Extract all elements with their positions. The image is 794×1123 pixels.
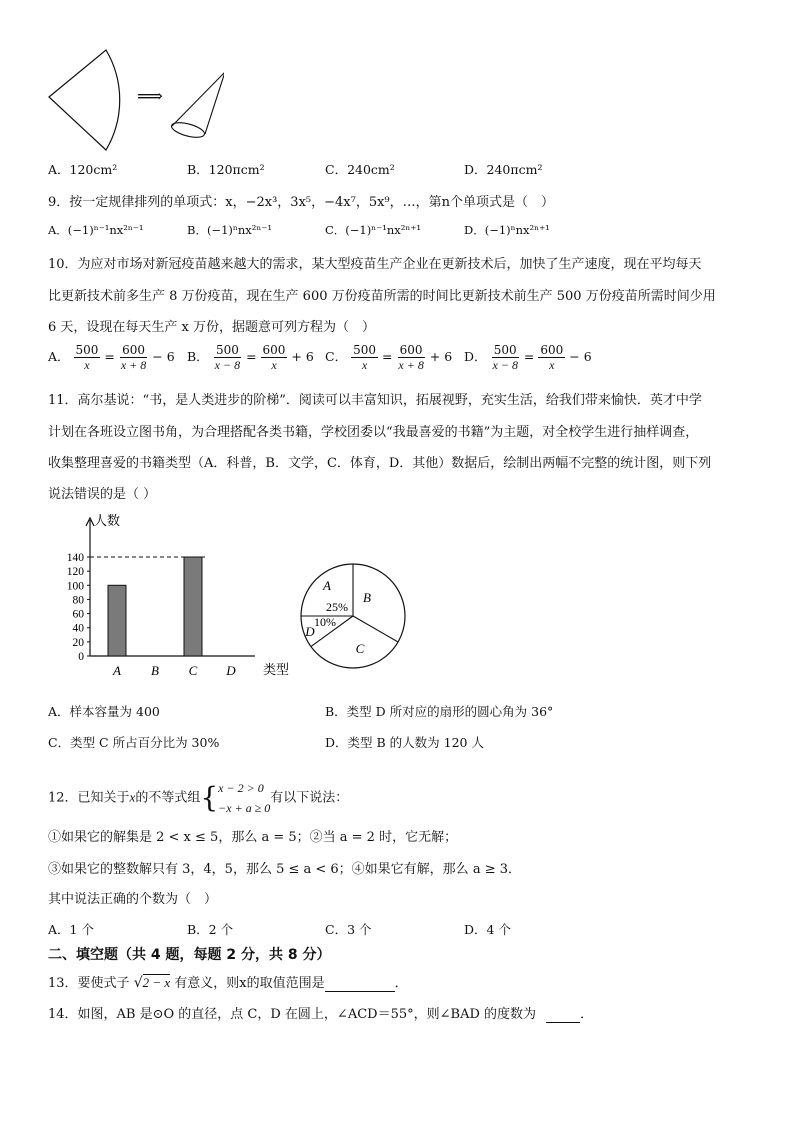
y-tick-label: 20 (72, 636, 84, 649)
x-tick-label: D (226, 663, 236, 678)
sector-cone-figure (44, 48, 224, 153)
pie-label-d: D (305, 624, 315, 639)
pie-chart (295, 560, 415, 675)
pie-slice-border (353, 616, 398, 642)
y-tick-label: 0 (78, 651, 84, 663)
x-tick-label: A (113, 663, 121, 678)
q12-statement-1: ①如果它的解集是 2 < x ≤ 5，那么 a = 5；②当 a = 2 时，它无解； (48, 830, 458, 845)
pie-annotation-d: 10% (314, 615, 336, 629)
q8-option-b: B．120πcm² (187, 162, 265, 177)
q12-option-b: B．2 个 (187, 922, 234, 937)
x-tick-label: B (151, 663, 159, 678)
arrow-icon: ⟹ (137, 86, 163, 107)
q9-option-b: B．(−1)ⁿnx²ⁿ⁻¹ (187, 223, 273, 237)
q10-line-1: 10．为应对市场对新冠疫苗越来越大的需求，某大型疫苗生产企业在更新技术后，加快了生产速度，现在平均每天 (48, 257, 702, 272)
answer-blank[interactable] (546, 1007, 580, 1023)
cone-shape (172, 72, 224, 134)
q9-stem: 9．按一定规律排列的单项式：x，−2x³，3x⁵，−4x⁷，5x⁹，…，第n个单项式是（ ） (48, 195, 555, 210)
q11-option-c: C．类型 C 所占百分比为 30% (48, 735, 220, 750)
q12-stem: 12．已知关于x的不等式组{ x − 2 > 0 −x + a ≥ 0 有以下说法： (48, 781, 349, 815)
q10-line-2: 比更新技术前多生产 8 万份疫苗，现在生产 600 万份疫苗所需的时间比更新技术前生产 500 万份疫苗所需时间少用 (48, 289, 716, 304)
bar-a (108, 585, 126, 656)
q11-option-b: B．类型 D 所对应的扇形的圆心角为 36° (325, 704, 554, 719)
q13: 13．要使式子 √2 − x 有意义，则x的取值范围是 ． (48, 975, 408, 991)
q10-option-c: C． $\frac{500}{x}$ = $\frac{600}{x + 8}$ + 6 (325, 343, 453, 372)
q11-option-d: D．类型 B 的人数为 120 人 (325, 735, 484, 750)
x-tick-label: C (188, 663, 198, 678)
section-title: 二、填空题（共 4 题，每题 2 分，共 8 分） (48, 947, 331, 963)
q8-option-d: D．240πcm² (464, 162, 543, 177)
bar-chart (50, 505, 300, 685)
q10-option-b: B． $\frac{500}{x - 8}$ = $\frac{600}{x}$ + 6 (187, 343, 314, 372)
answer-blank[interactable] (325, 976, 395, 992)
pie-label-b: B (363, 590, 371, 605)
q12-statement-2: ③如果它的整数解只有 3，4，5，那么 5 ≤ a < 6；④如果它有解，那么 a ≥ 3． (48, 862, 521, 877)
pie-label-c: C (355, 641, 365, 656)
q8-option-a: A．120cm² (48, 162, 118, 177)
y-tick-label: 80 (72, 594, 84, 607)
q12-option-a: A．1 个 (48, 922, 94, 937)
q9-option-a: A．(−1)ⁿ⁻¹nx²ⁿ⁻¹ (48, 223, 144, 237)
q11-line-4: 说法错误的是（ ） (48, 487, 157, 502)
q10-option-a: A． $\frac{500}{x}$ = $\frac{600}{x + 8}$ − 6 (48, 343, 175, 372)
q11-line-3: 收集整理喜爱的书籍类型（A．科普，B．文学，C．体育，D．其他）数据后，绘制出两幅不完整的统计图，则下列 (48, 456, 712, 471)
y-axis-label: 人数 (94, 513, 121, 528)
sector-shape (49, 50, 120, 150)
y-tick-label: 120 (66, 566, 84, 579)
y-tick-label: 140 (66, 552, 84, 564)
bar-c (184, 557, 202, 656)
y-tick-label: 40 (72, 622, 84, 635)
q11-option-a: A．样本容量为 400 (48, 704, 160, 719)
q11-line-1: 11．高尔基说：“书，是人类进步的阶梯”．阅读可以丰富知识，拓展视野，充实生活，给我们带来愉快．英才中学 (48, 393, 702, 408)
q11-line-2: 计划在各班设立图书角，为合理搭配各类书籍，学校团委以“我最喜爱的书籍”为主题，对全校学生进行抽样调查， (48, 425, 699, 440)
q10-option-d: D． $\frac{500}{x - 8}$ = $\frac{600}{x}$ − 6 (464, 343, 592, 372)
q9-option-d: D．(−1)ⁿnx²ⁿ⁺¹ (464, 223, 550, 237)
q12-question: 其中说法正确的个数为（ ） (48, 892, 218, 907)
x-axis-label: 类型 (263, 662, 290, 677)
q9-option-c: C．(−1)ⁿ⁻¹nx²ⁿ⁺¹ (325, 223, 422, 237)
y-tick-label: 100 (66, 580, 84, 593)
pie-annotation-a: 25% (326, 600, 348, 614)
y-tick-label: 60 (72, 608, 84, 621)
q10-line-3: 6 天，设现在每天生产 x 万份，据题意可列方程为（ ） (48, 320, 375, 335)
q12-option-c: C．3 个 (325, 922, 372, 937)
q8-option-c: C．240cm² (325, 162, 395, 177)
q14: 14．如图，AB 是⊙O 的直径，点 C，D 在圆上，∠ACD＝55°，则∠BAD 的度数为 ． (48, 1007, 594, 1022)
pie-label-a: A (323, 578, 331, 593)
q12-option-d: D．4 个 (464, 922, 511, 937)
